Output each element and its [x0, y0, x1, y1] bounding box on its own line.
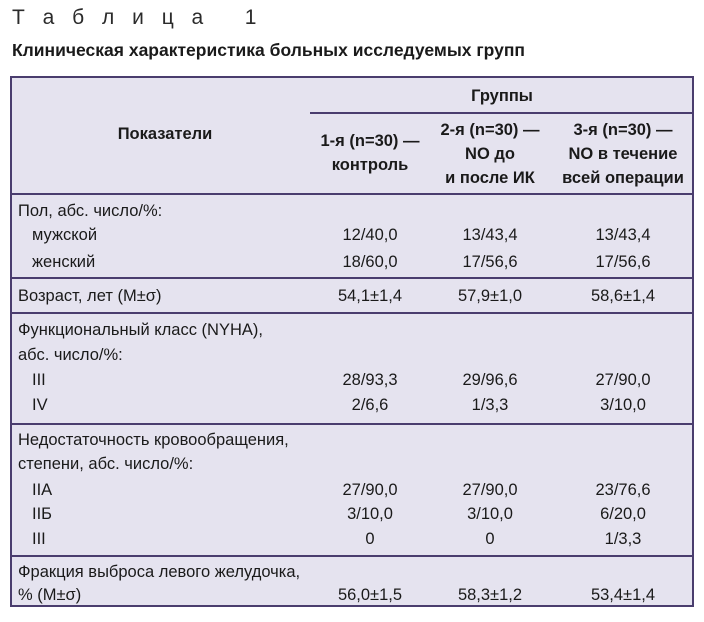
header-group3-line3: всей операции	[562, 169, 684, 187]
row-circ-iii-label: III	[32, 530, 46, 548]
border-right	[692, 76, 694, 607]
cell-ef-g1: 56,0±1,5	[337, 586, 403, 604]
rule-4	[10, 555, 694, 557]
row-nyha-label-2: абс. число/%:	[18, 346, 123, 364]
cell-ef-g2: 58,3±1,2	[457, 586, 523, 604]
cell-nyha-iii-g3: 27/90,0	[595, 371, 651, 389]
table-label: Т а б л и ц а 1	[12, 6, 263, 29]
cell-male-g2: 13/43,4	[462, 226, 518, 244]
cell-nyha-iv-g3: 3/10,0	[600, 396, 646, 414]
row-circ-label-2: степени, абс. число/%:	[18, 455, 194, 473]
row-female-label: женский	[32, 253, 96, 271]
table-title: Клиническая характеристика больных исследуемых групп	[12, 40, 525, 60]
cell-circ-iii-g3: 1/3,3	[604, 530, 642, 548]
rule-2	[10, 312, 694, 314]
row-age-label: Возраст, лет (М±σ)	[18, 287, 162, 305]
groups-underline	[310, 112, 694, 114]
row-circ-label-1: Недостаточность кровообращения,	[18, 431, 289, 449]
cell-circ-iia-g3: 23/76,6	[595, 481, 651, 499]
rule-3	[10, 423, 694, 425]
border-left	[10, 76, 12, 607]
header-indicators: Показатели	[117, 125, 213, 143]
row-sex-label: Пол, абс. число/%:	[18, 202, 163, 220]
header-group1-line1: 1-я (n=30) —	[320, 132, 420, 150]
header-group3-line2: NO в течение	[568, 145, 678, 163]
cell-age-g2: 57,9±1,0	[457, 287, 523, 305]
cell-nyha-iv-g2: 1/3,3	[471, 396, 509, 414]
cell-female-g3: 17/56,6	[595, 253, 651, 271]
header-groups: Группы	[471, 87, 533, 105]
cell-female-g1: 18/60,0	[342, 253, 398, 271]
cell-age-g3: 58,6±1,4	[590, 287, 656, 305]
header-group2-line2: NO до	[465, 145, 515, 163]
cell-circ-iib-g2: 3/10,0	[467, 505, 513, 523]
row-nyha-iii-label: III	[32, 371, 46, 389]
row-circ-iib-label: IIБ	[32, 505, 52, 523]
cell-nyha-iii-g2: 29/96,6	[462, 371, 518, 389]
rule-1	[10, 277, 694, 279]
header-group3-line1: 3-я (n=30) —	[573, 121, 673, 139]
cell-age-g1: 54,1±1,4	[337, 287, 403, 305]
header-group1-line2: контроль	[331, 156, 409, 174]
cell-circ-iii-g2: 0	[485, 530, 495, 548]
cell-circ-iib-g3: 6/20,0	[600, 505, 646, 523]
row-nyha-label-1: Функциональный класс (NYHA),	[18, 321, 263, 339]
header-group2-line1: 2-я (n=30) —	[440, 121, 540, 139]
header-group2-line3: и после ИК	[445, 169, 535, 187]
cell-circ-iii-g1: 0	[365, 530, 375, 548]
cell-nyha-iv-g1: 2/6,6	[351, 396, 389, 414]
rule-header-bottom	[10, 193, 694, 195]
cell-circ-iia-g1: 27/90,0	[342, 481, 398, 499]
cell-female-g2: 17/56,6	[462, 253, 518, 271]
row-nyha-iv-label: IV	[32, 396, 48, 414]
row-circ-iia-label: IIА	[32, 481, 53, 499]
cell-circ-iia-g2: 27/90,0	[462, 481, 518, 499]
row-ef-label-2: % (М±σ)	[18, 586, 82, 604]
cell-male-g1: 12/40,0	[342, 226, 398, 244]
cell-nyha-iii-g1: 28/93,3	[342, 371, 398, 389]
cell-ef-g3: 53,4±1,4	[590, 586, 656, 604]
cell-circ-iib-g1: 3/10,0	[347, 505, 393, 523]
row-male-label: мужской	[32, 226, 98, 244]
rule-top	[10, 76, 694, 78]
cell-male-g3: 13/43,4	[595, 226, 651, 244]
row-ef-label-1: Фракция выброса левого желудочка,	[18, 563, 301, 581]
